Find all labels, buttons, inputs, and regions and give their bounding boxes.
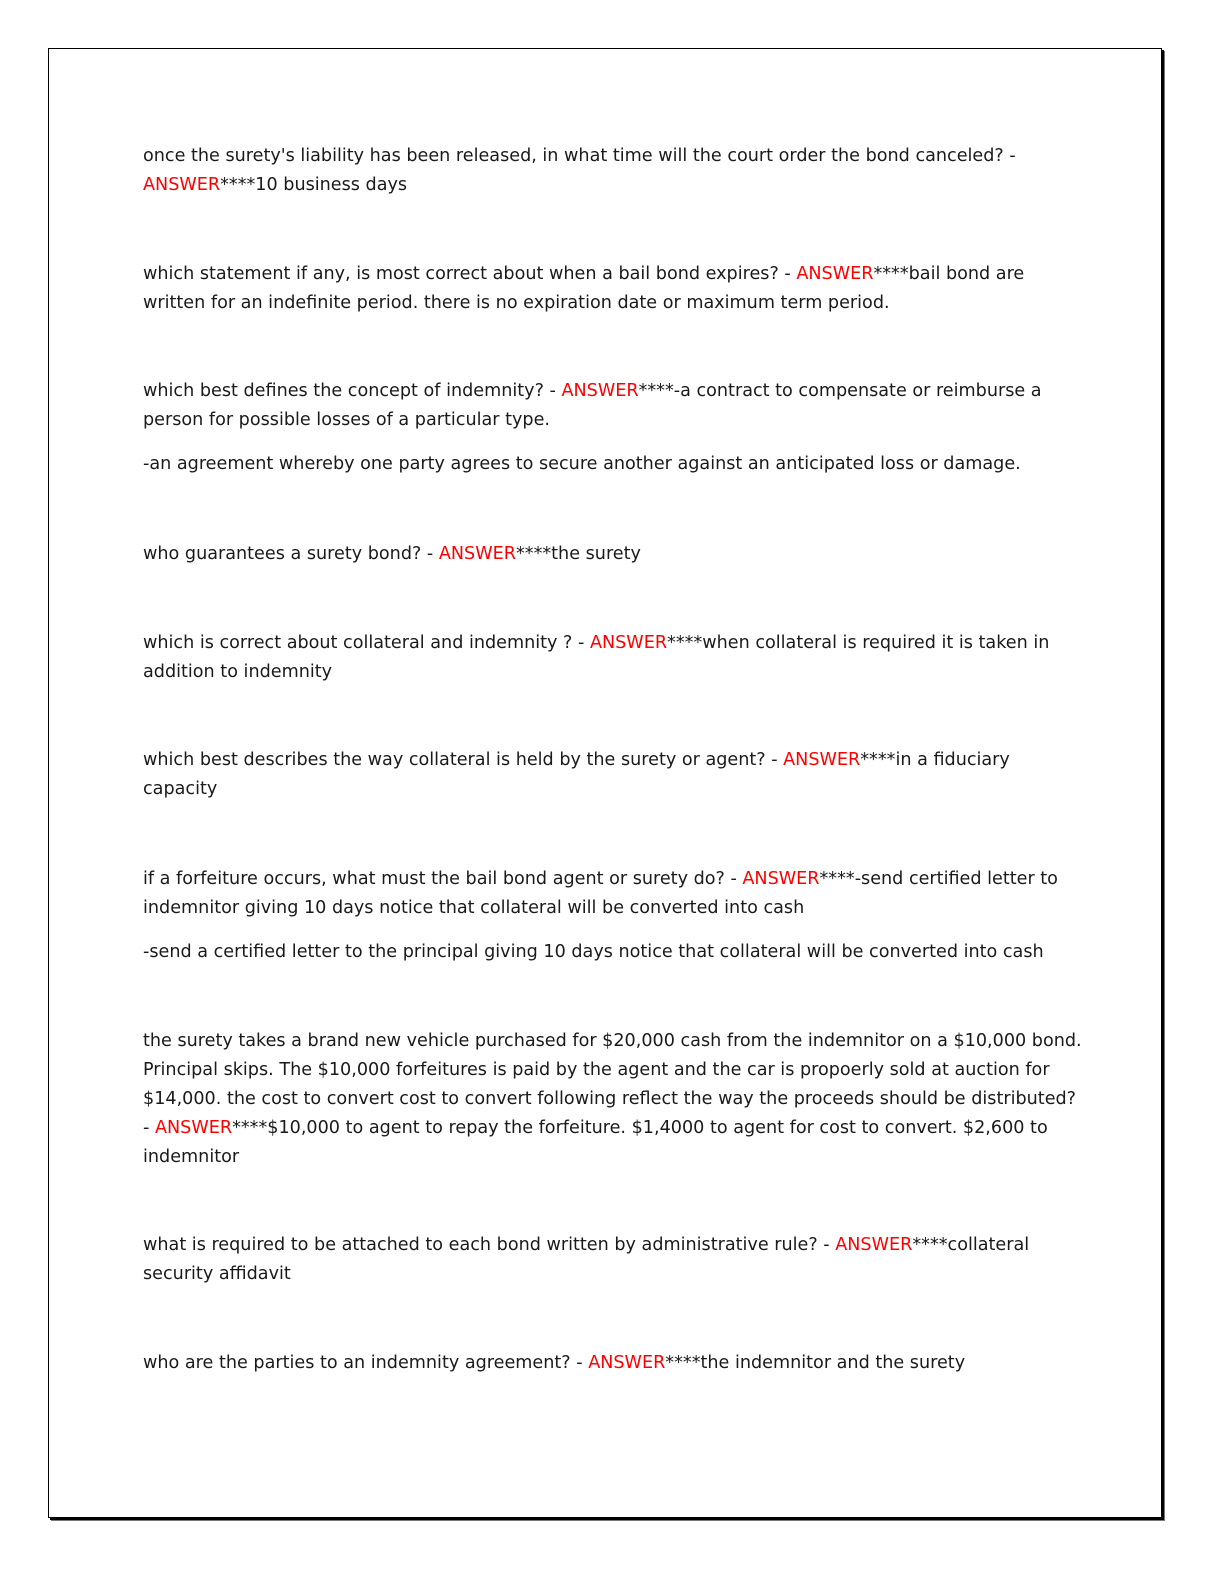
answer-text: ****the indemnitor and the surety: [665, 1353, 966, 1373]
question-text: which is correct about collateral and indemnity ? -: [143, 633, 590, 653]
answer-text: ****$10,000 to agent to repay the forfeiture. $1,4000 to agent for cost to convert. $2,600 to indemnitor: [143, 1118, 1048, 1167]
answer-label: ANSWER: [783, 750, 861, 770]
answer-label: ANSWER: [796, 264, 874, 284]
qa-item-4: [143, 540, 1083, 569]
qa-item-2: [143, 260, 1083, 318]
answer-continuation: -send a certified letter to the principal giving 10 days notice that collateral will be converted into cash: [143, 942, 1044, 962]
answer-text: ****in a fiduciary capacity: [143, 750, 1010, 799]
qa-item-1: [143, 142, 1083, 200]
qa-item-6: [143, 746, 1083, 804]
answer-text: ****when collateral is required it is taken in addition to indemnity: [143, 633, 1050, 682]
answer-text: ****10 business days: [220, 175, 408, 195]
answer-label: ANSWER: [154, 1118, 233, 1138]
answer-label: ANSWER: [561, 381, 639, 401]
answer-continuation: -an agreement whereby one party agrees to secure another against an anticipated loss or damage.: [143, 454, 1021, 474]
answer-label: ANSWER: [835, 1235, 913, 1255]
question-text: what is required to be attached to each bond written by administrative rule? -: [143, 1235, 836, 1255]
question-text: if a forfeiture occurs, what must the bail bond agent or surety do? -: [143, 869, 743, 889]
qa-item-9: [143, 1231, 1083, 1289]
question-text: who are the parties to an indemnity agreement? -: [143, 1353, 589, 1373]
answer-text: ****bail bond are written for an indefinite period. there is no expiration date or maximum term period.: [143, 264, 1025, 313]
question-text: once the surety's liability has been released, in what time will the court order the bond canceled? -: [143, 146, 1016, 166]
qa-item-10: [143, 1349, 1083, 1378]
answer-text: ****the surety: [515, 544, 641, 564]
answer-label: ANSWER: [589, 633, 668, 653]
answer-label: ANSWER: [438, 544, 516, 564]
answer-label: ANSWER: [588, 1353, 666, 1373]
answer-label: ANSWER: [742, 869, 820, 889]
answer-label: ANSWER: [143, 175, 221, 195]
answer-text: ****collateral security affidavit: [143, 1235, 1030, 1284]
qa-item-5: [143, 629, 1083, 687]
question-text: which best defines the concept of indemnity? -: [143, 381, 562, 401]
question-text: who guarantees a surety bond? -: [143, 544, 439, 564]
qa-item-8: [143, 1027, 1083, 1172]
question-text: which statement if any, is most correct about when a bail bond expires? -: [143, 264, 797, 284]
answer-text: ****-send certified letter to indemnitor giving 10 days notice that collateral will be converted into cash: [143, 869, 1058, 918]
question-text: which best describes the way collateral is held by the surety or agent? -: [143, 750, 784, 770]
qa-item-7: [143, 865, 1083, 967]
question-text: the surety takes a brand new vehicle purchased for $20,000 cash from the indemnitor on a $10,000 bond. Principal skips. The $10,000 forfeitures is paid by the agent and the car is propoerly sold at auction for $14,000. the cost to convert cost to convert following reflect the way the proceeds should be distributed? -: [143, 1031, 1082, 1138]
answer-text: ****-a contract to compensate or reimburse a person for possible losses of a particular type.: [143, 381, 1042, 430]
qa-item-3: [143, 377, 1083, 479]
